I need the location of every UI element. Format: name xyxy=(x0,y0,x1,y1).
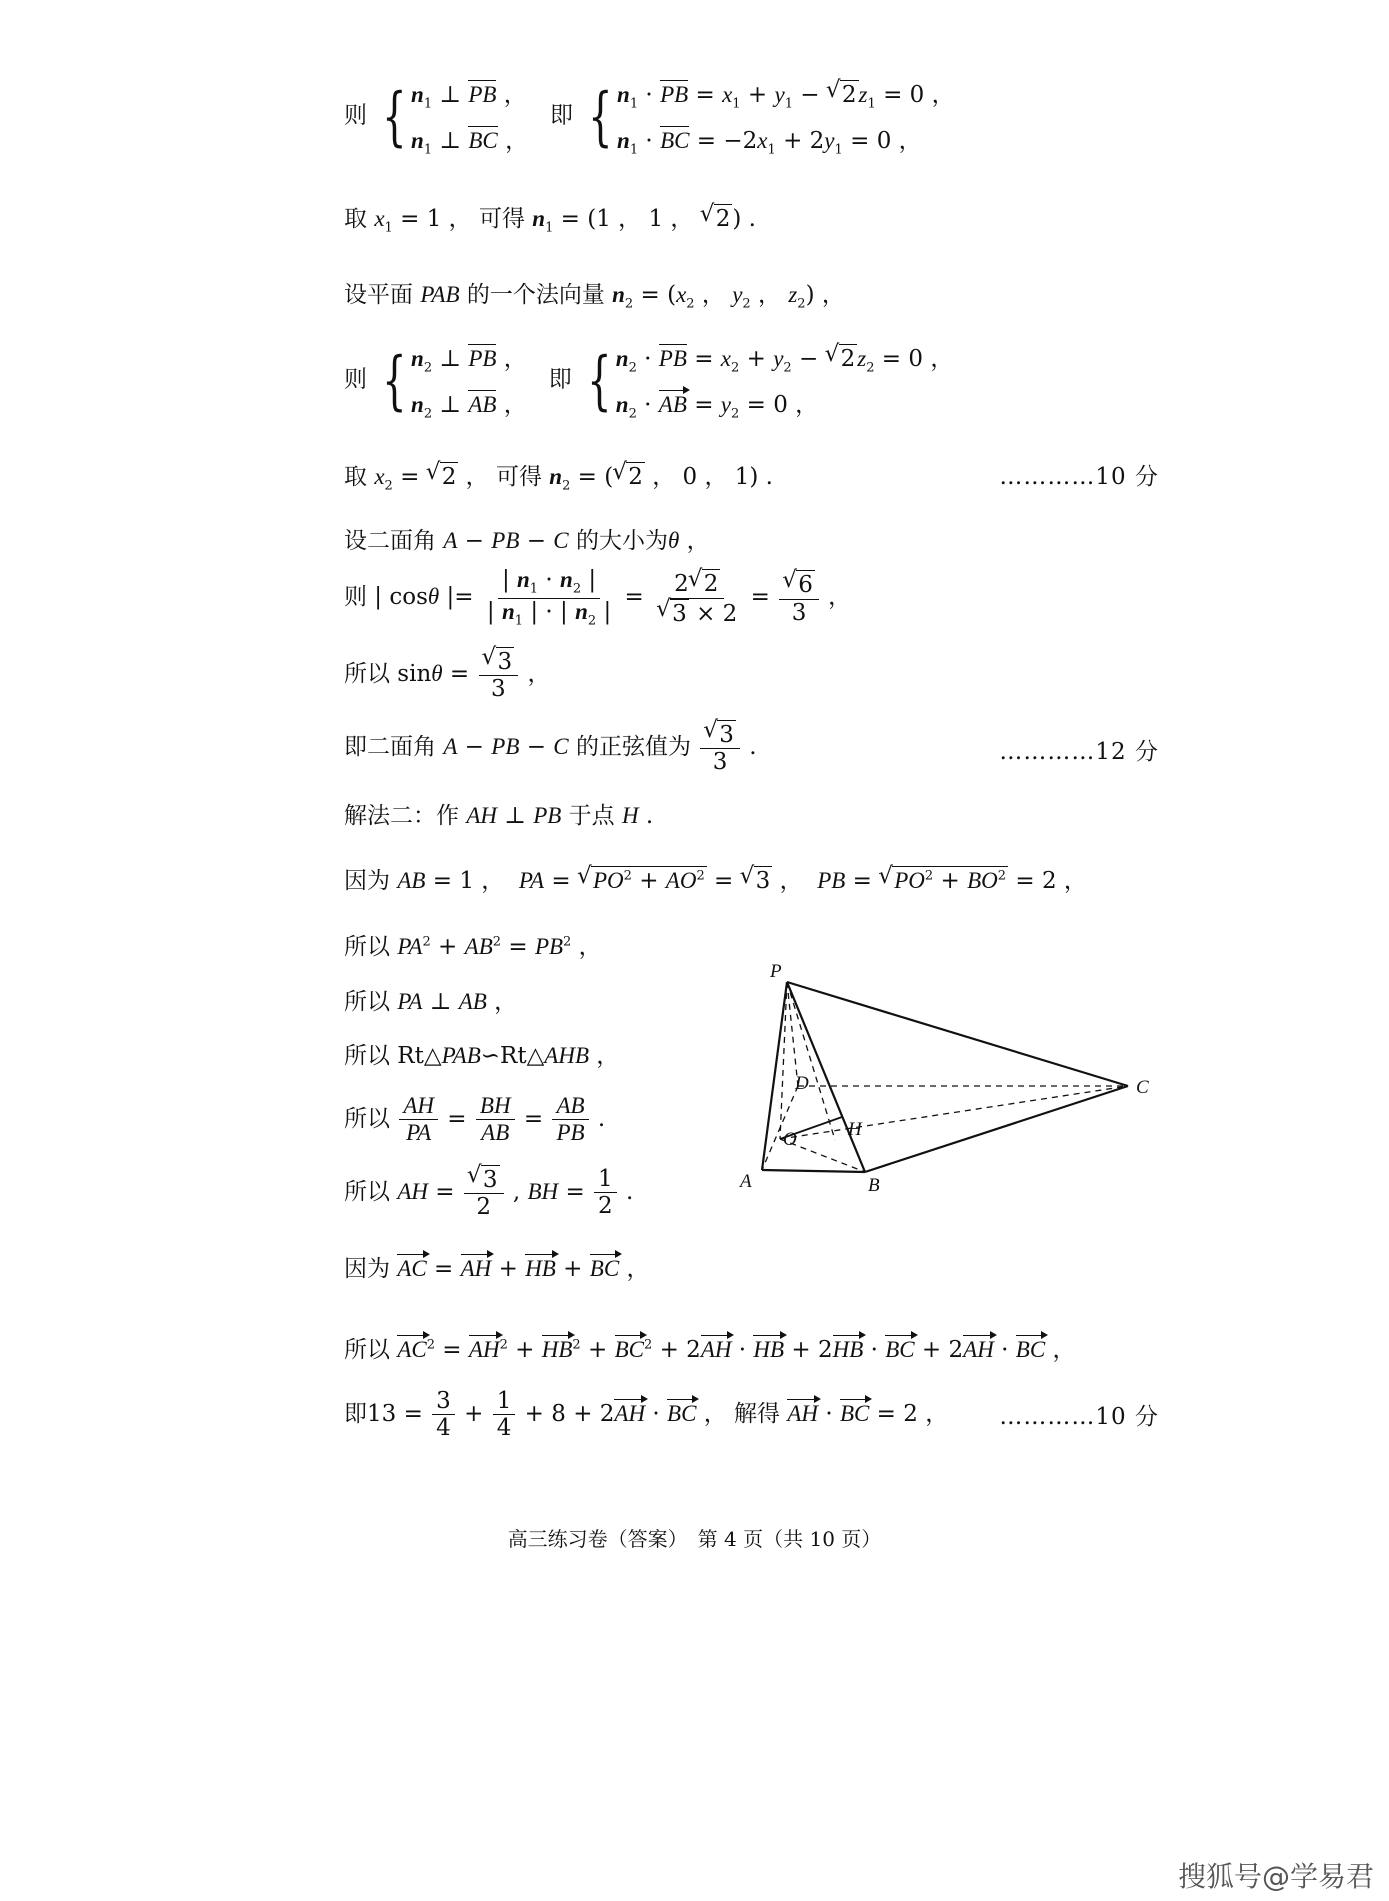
eq-angle-def: 设二面角 A − PB − C 的大小为θ ， xyxy=(344,528,710,554)
seg-inner xyxy=(787,982,835,1140)
edge-pc xyxy=(787,982,1128,1086)
eq-lengths: 因为 AB = 1 ， PA = √ $PO^2 + AO^2$ = √ 3 ， PB = √ $PO^2 + BO^2 = 2$ ， xyxy=(344,862,1087,895)
eq-take-x1: 取 $x_1 = 1$ ， 可得 $n_1 = (1$ ， 1 ， √ 2) . xyxy=(344,200,756,236)
eq-vector-sum: 因为 AC = AH + HB + BC ， xyxy=(344,1256,650,1282)
label-a: A xyxy=(740,1171,752,1192)
edge-ab xyxy=(762,1170,865,1172)
eq-normal-n2: 设平面 PAB 的一个法向量 $n_2 = (x_2$ ， $y_2$ ， $z_2$) ， xyxy=(344,282,845,312)
eq-ratio: 所以 $\frac{AH}{PA}$ = $\frac{BH}{AB}$ = $\frac{AB}{PB}$ . xyxy=(344,1093,606,1146)
score-10-a: …………10 分 xyxy=(999,464,1159,490)
eq-conclusion-1: 即二面角 A − PB − C 的正弦值为 √ $\frac{3}{3}$ . xyxy=(344,720,757,776)
page-footer: 高三练习卷（答案） 第 4 页（共 10 页） xyxy=(507,1527,882,1551)
score-10-b: …………10 分 xyxy=(999,1404,1159,1430)
eq-perp: 所以 PA ⊥ AB ， xyxy=(344,989,518,1015)
label-b: B xyxy=(868,1175,880,1196)
eq-n2-system: 则 { $n_2$ ⊥ PB ， $n_2$ ⊥ AB ， 即 { $n_2$ · PB = $x_2 + y_2$ − √ $2z_2 = 0$ ， $n_2$ · AB = $y_2 = 0$ ， xyxy=(344,340,953,421)
label-c: C xyxy=(1136,1077,1149,1098)
eq-pythag: 所以 $PA^2 + AB^2 = PB^2$ ， xyxy=(344,934,602,960)
score-12: …………12 分 xyxy=(999,739,1159,765)
edge-bc xyxy=(865,1086,1128,1172)
eq-cos: 则 | cosθ |= $\frac{| n_1 \cdot n_2 |}{| n_1 | \cdot | n_2 |}$ = 2√ 2 √ 3 × 2 = √ $\frac{6}{3}$ ， xyxy=(344,567,851,629)
eq-n1-system: 则 { $n_1$ ⊥ PB ， $n_1$ ⊥ BC ， 即 { $n_1$ · PB = $x_1 + y_1$ − √ $2z_1 = 0$ ， $n_1$ · BC = $-2x_1 + 2y_1 = 0$ ， xyxy=(344,76,955,157)
label-d: D xyxy=(795,1073,809,1094)
eq-similar: 所以 Rt△PAB∽Rt△AHB ， xyxy=(344,1043,620,1069)
label-o: O xyxy=(783,1129,797,1150)
method-two: 解法二：作 AH ⊥ PB 于点 H . xyxy=(344,803,654,829)
eq-sin: 所以 sinθ = √ $\frac{3}{3}$ ， xyxy=(344,647,550,703)
label-h: H xyxy=(848,1119,862,1140)
label-p: P xyxy=(770,961,782,982)
eq-vector-square: 所以 $AC^2 = AH^2 + HB^2 + BC^2 + 2AH$ · HB + 2HB · BC + 2AH · BC ， xyxy=(344,1337,1076,1363)
watermark: 搜狐号@学易君 xyxy=(1178,1860,1375,1893)
eq-solve: 即13 = $\frac{3}{4}$ + $\frac{1}{4}$ + 8 + 2AH · BC ， 解得 AH · BC = 2 ， xyxy=(344,1388,949,1442)
eq-take-x2: 取 $x_2$ = √ 2 ， 可得 $n_2$ = (√ 2 ， 0 ， 1) . xyxy=(344,458,773,494)
eq-ah-bh: 所以 AH = √ $\frac{3}{2}$ , BH = $\frac{1}{2}$ . xyxy=(344,1165,633,1221)
pyramid-figure xyxy=(700,955,1170,1215)
